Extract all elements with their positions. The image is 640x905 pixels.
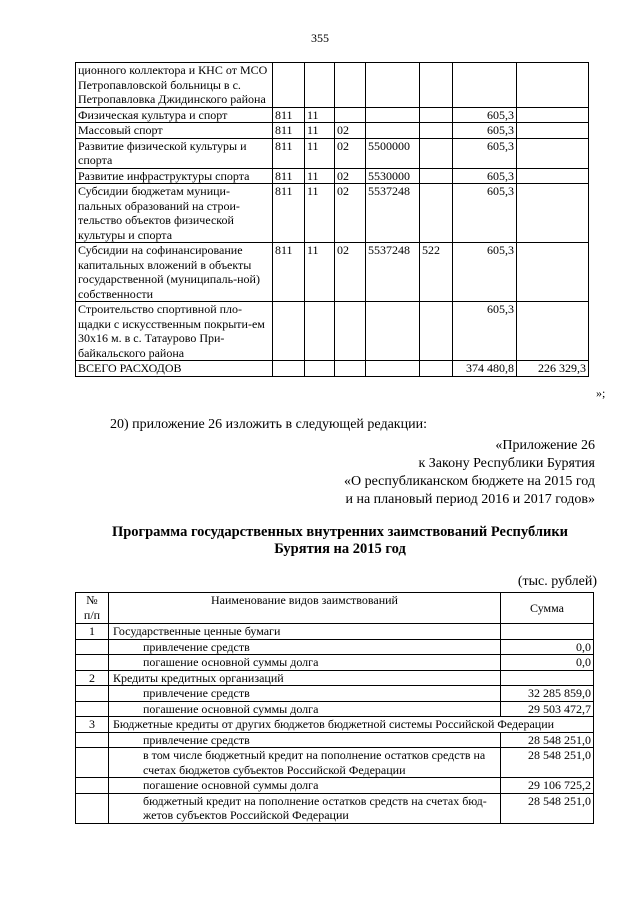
header-num	[76, 593, 109, 624]
cell-c5	[420, 107, 453, 123]
cell-c4: 5530000	[366, 168, 420, 184]
cell-v2	[517, 302, 589, 361]
appendix-line-3: «О республиканском бюджете на 2015 год	[344, 474, 595, 489]
row-label: бюджетный кредит на пополнение остатков средств на счетах бюд-жетов субъектов Российской Федерации	[109, 793, 501, 823]
cell-name: Развитие инфраструктуры спорта	[76, 168, 273, 184]
cell-c3: 02	[335, 123, 366, 139]
cell-v1: 605,3	[453, 168, 517, 184]
row-value: 29 503 472,7	[501, 701, 594, 717]
cell-c2: 11	[305, 184, 335, 243]
cell-c3: 02	[335, 243, 366, 302]
cell-v1: 605,3	[453, 107, 517, 123]
row-label: погашение основной суммы долга	[109, 778, 501, 794]
row-label: Государственные ценные бумаги	[109, 624, 501, 640]
cell-v2	[517, 107, 589, 123]
row-label: в том числе бюджетный кредит на пополнение остатков средств на счетах бюджетов субъектов Российской Федерации	[109, 748, 501, 778]
row-index	[76, 686, 109, 702]
units-label: (тыс. рублей)	[517, 574, 597, 589]
row-value: 28 548 251,0	[501, 793, 594, 823]
cell-v2	[517, 168, 589, 184]
table-row	[76, 717, 594, 733]
cell-c2	[305, 302, 335, 361]
row-index: 2	[76, 670, 109, 686]
cell-c1: 811	[273, 138, 305, 168]
table-row	[76, 732, 594, 748]
cell-c1: 811	[273, 243, 305, 302]
cell-v2	[517, 138, 589, 168]
cell-v2	[517, 123, 589, 139]
table-row	[76, 624, 594, 640]
cell-v1: 374 480,8	[453, 361, 517, 377]
table-row	[76, 184, 589, 243]
appendix-header	[344, 437, 595, 509]
table-row	[76, 138, 589, 168]
table-row	[76, 63, 589, 108]
cell-c5: 522	[420, 243, 453, 302]
row-value: 28 548 251,0	[501, 732, 594, 748]
cell-name: Субсидии на софинансирование капитальных вложений в объекты государственной (муниципаль-ной) собственности	[76, 243, 273, 302]
table-row	[76, 778, 594, 794]
table-row	[76, 670, 594, 686]
cell-c5	[420, 184, 453, 243]
cell-c3	[335, 107, 366, 123]
header-num-line-1: №	[86, 593, 98, 607]
cell-c1: 811	[273, 184, 305, 243]
row-label: Кредиты кредитных организаций	[109, 670, 501, 686]
row-label: привлечение средств	[109, 732, 501, 748]
cell-v1: 605,3	[453, 123, 517, 139]
cell-c4: 5500000	[366, 138, 420, 168]
table-row	[76, 361, 589, 377]
cell-v2: 226 329,3	[517, 361, 589, 377]
table-row	[76, 107, 589, 123]
cell-name: Массовый спорт	[76, 123, 273, 139]
row-index	[76, 701, 109, 717]
cell-name: ВСЕГО РАСХОДОВ	[76, 361, 273, 377]
table-row	[76, 748, 594, 778]
cell-v1: 605,3	[453, 138, 517, 168]
cell-c4: 5537248	[366, 243, 420, 302]
table-row	[76, 168, 589, 184]
cell-c1	[273, 302, 305, 361]
cell-c4	[366, 63, 420, 108]
program-title-line-1: Программа государственных внутренних заимствований Республики	[111, 524, 569, 540]
row-value: 0,0	[501, 655, 594, 671]
cell-c2	[305, 63, 335, 108]
cell-c5	[420, 168, 453, 184]
cell-v2	[517, 243, 589, 302]
header-sum: Сумма	[501, 593, 594, 624]
cell-c5	[420, 302, 453, 361]
cell-c2: 11	[305, 123, 335, 139]
page-number: 355	[311, 31, 329, 45]
cell-c4	[366, 123, 420, 139]
cell-c5	[420, 63, 453, 108]
header-num-line-2: п/п	[83, 607, 101, 622]
cell-v2	[517, 184, 589, 243]
cell-c3	[335, 302, 366, 361]
cell-c4: 5537248	[366, 184, 420, 243]
cell-c5	[420, 138, 453, 168]
row-index: 3	[76, 717, 109, 733]
cell-c1	[273, 63, 305, 108]
cell-c2: 11	[305, 138, 335, 168]
appendix-line-4: и на плановый период 2016 и 2017 годов»	[345, 492, 595, 507]
cell-name: Строительство спортивной пло-щадки с искусственным покрыти-ем 30х16 м. в с. Татаурово При-байкальского района	[76, 302, 273, 361]
row-value: 32 285 859,0	[501, 686, 594, 702]
row-index	[76, 748, 109, 778]
table-row	[76, 793, 594, 823]
row-label: привлечение средств	[109, 639, 501, 655]
table-row	[76, 243, 589, 302]
row-value: 28 548 251,0	[501, 748, 594, 778]
cell-c2: 11	[305, 243, 335, 302]
cell-c4	[366, 302, 420, 361]
table-row	[76, 655, 594, 671]
row-value: 0,0	[501, 639, 594, 655]
row-label: привлечение средств	[109, 686, 501, 702]
cell-c1	[273, 361, 305, 377]
row-index	[76, 655, 109, 671]
row-value: 29 106 725,2	[501, 778, 594, 794]
row-value	[501, 624, 594, 640]
row-index	[76, 793, 109, 823]
cell-name: Развитие физической культуры и спорта	[76, 138, 273, 168]
cell-v1: 605,3	[453, 243, 517, 302]
row-index: 1	[76, 624, 109, 640]
table-row	[76, 701, 594, 717]
row-label: погашение основной суммы долга	[109, 655, 501, 671]
cell-c1: 811	[273, 168, 305, 184]
expenses-table	[75, 62, 589, 377]
cell-c4	[366, 361, 420, 377]
cell-name: Физическая культура и спорт	[76, 107, 273, 123]
cell-name: ционного коллектора и КНС от МСО Петропавловской больницы в с. Петропавловка Джидинского района	[76, 63, 273, 108]
row-label: погашение основной суммы долга	[109, 701, 501, 717]
borrowings-table	[75, 592, 594, 824]
row-index	[76, 639, 109, 655]
cell-c3	[335, 63, 366, 108]
cell-c3: 02	[335, 168, 366, 184]
cell-c2	[305, 361, 335, 377]
table-row	[76, 123, 589, 139]
table-row	[76, 302, 589, 361]
cell-c5	[420, 361, 453, 377]
program-title-line-2: Бурятия на 2015 год	[274, 541, 406, 557]
table-row	[76, 686, 594, 702]
item-20-text: 20) приложение 26 изложить в следующей редакции:	[110, 417, 427, 432]
cell-v1	[453, 63, 517, 108]
cell-c2: 11	[305, 168, 335, 184]
cell-c1: 811	[273, 107, 305, 123]
cell-c4	[366, 107, 420, 123]
cell-c1: 811	[273, 123, 305, 139]
row-index	[76, 732, 109, 748]
cell-name: Субсидии бюджетам муници-пальных образований на строи-тельство объектов физической культуры и спорта	[76, 184, 273, 243]
header-name: Наименование видов заимствований	[109, 593, 501, 624]
appendix-line-2: к Закону Республики Бурятия	[418, 456, 595, 471]
closing-quote: »;	[596, 386, 606, 400]
cell-v2	[517, 63, 589, 108]
row-label: Бюджетные кредиты от других бюджетов бюджетной системы Российской Федерации	[109, 717, 594, 733]
appendix-line-1: «Приложение 26	[495, 438, 595, 453]
program-title	[60, 524, 620, 558]
table-header-row	[76, 593, 594, 624]
row-value	[501, 670, 594, 686]
cell-c3	[335, 361, 366, 377]
row-index	[76, 778, 109, 794]
cell-v1: 605,3	[453, 184, 517, 243]
cell-c3: 02	[335, 138, 366, 168]
cell-c3: 02	[335, 184, 366, 243]
cell-c2: 11	[305, 107, 335, 123]
cell-v1: 605,3	[453, 302, 517, 361]
cell-c5	[420, 123, 453, 139]
table-row	[76, 639, 594, 655]
